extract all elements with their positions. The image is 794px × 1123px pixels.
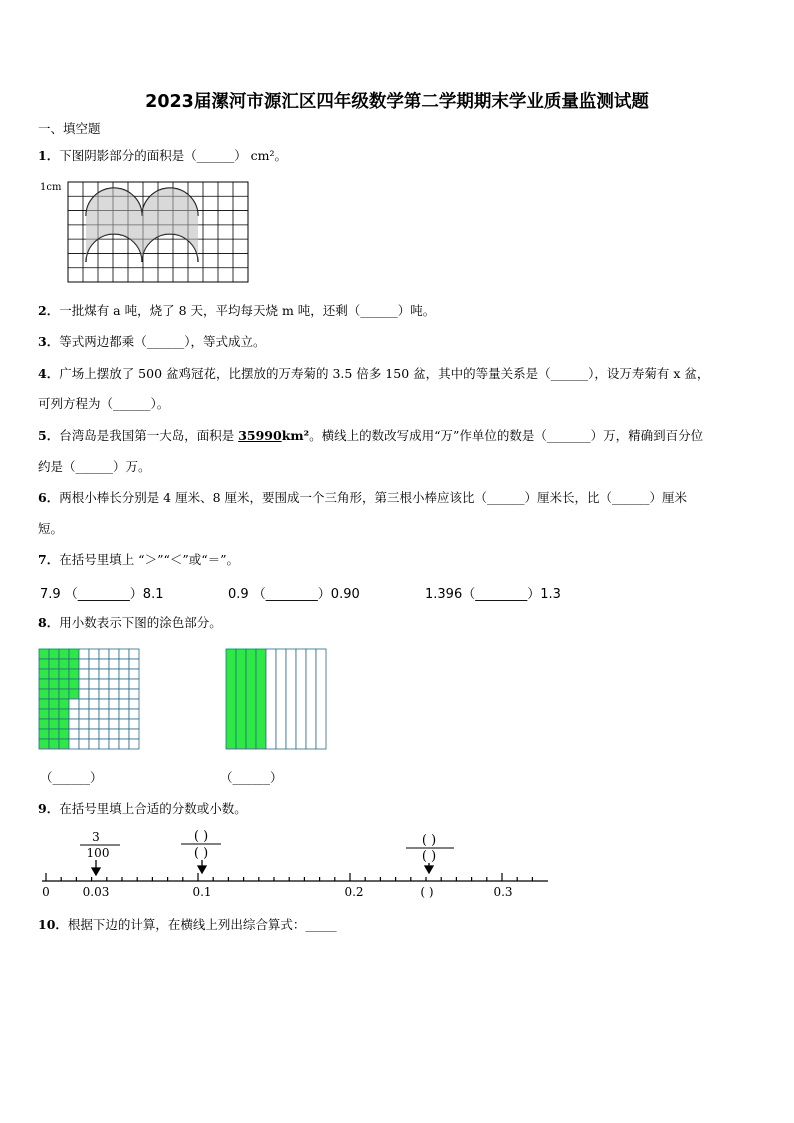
question-text: 在括号里填上 “＞”“＜”或“＝”。: [59, 552, 240, 567]
question-number: 6．: [38, 490, 60, 505]
question-1: [38, 148, 287, 164]
grid-cell: [119, 679, 129, 689]
grid-cell: [69, 669, 79, 679]
grid-cell: [109, 739, 119, 749]
grid-cell: [59, 739, 69, 749]
q1-grid-figure: [36, 176, 256, 288]
section-heading: 一、填空题: [38, 121, 101, 136]
question-number: 3．: [38, 334, 60, 349]
compare-item: 1.396（________）1.3: [425, 587, 561, 602]
grid-cell: [69, 719, 79, 729]
grid-cell: [59, 709, 69, 719]
grid-cell: [109, 689, 119, 699]
grid-cell: [39, 669, 49, 679]
blank-denominator: ( ): [193, 846, 209, 861]
question-8: [38, 615, 222, 631]
grid-cell: [59, 669, 69, 679]
blank-numerator: ( ): [421, 833, 437, 848]
grid-cell: [99, 659, 109, 669]
grid-cell: [99, 669, 109, 679]
question-text: 根据下边的计算，在横线上列出综合算式：_____: [67, 917, 337, 932]
strip: [276, 649, 286, 749]
grid-cell: [119, 649, 129, 659]
grid-cell: [129, 669, 139, 679]
arrows: [92, 860, 433, 875]
grid-cell: [39, 689, 49, 699]
grid-cell: [119, 689, 129, 699]
question-number: 7．: [38, 552, 60, 567]
tick-label: 0: [42, 885, 50, 899]
grid-cell: [59, 719, 69, 729]
grid-cell: [39, 699, 49, 709]
grid-unit-label: 1cm: [40, 182, 62, 193]
grid-cell: [129, 689, 139, 699]
ten-strips-figure: [225, 648, 330, 750]
grid-cell: [109, 729, 119, 739]
grid-cell: [49, 659, 59, 669]
grid-cell: [119, 709, 129, 719]
grid-cell: [89, 719, 99, 729]
question-number: 4．: [38, 366, 60, 381]
grid-cell: [79, 699, 89, 709]
question-text: 广场上摆放了 500 盆鸡冠花，比摆放的万寿菊的 3.5 倍多 150 盆，其中的等量关系是（______），设万寿菊有 x 盆，: [59, 366, 710, 381]
grid-cell: [79, 649, 89, 659]
grid-cell: [39, 649, 49, 659]
compare-item: 0.9 （________）0.90: [228, 587, 360, 602]
grid-cell: [49, 709, 59, 719]
grid-cell: [79, 739, 89, 749]
grid-cell: [99, 679, 109, 689]
question-number: 10．: [38, 917, 68, 932]
grid-cell: [69, 729, 79, 739]
strip: [286, 649, 296, 749]
grid-cell: [49, 699, 59, 709]
question-number: 8．: [38, 615, 60, 630]
grid-cell: [49, 729, 59, 739]
grid-cell: [129, 729, 139, 739]
grid-cell: [49, 739, 59, 749]
question-text: 等式两边都乘（______），等式成立。: [59, 334, 266, 349]
grid-cell: [109, 719, 119, 729]
question-9: [38, 801, 247, 817]
grid-cell: [39, 679, 49, 689]
grid-cell: [109, 709, 119, 719]
tick-label: 0.03: [82, 885, 110, 899]
grid-cell: [109, 659, 119, 669]
grid-cell: [39, 709, 49, 719]
question-number: 1．: [38, 148, 60, 163]
strip: [236, 649, 246, 749]
strip: [316, 649, 326, 749]
question-5: [38, 428, 703, 444]
question-number: 2．: [38, 303, 60, 318]
blank-numerator: ( ): [193, 829, 209, 844]
grid-cell: [99, 719, 109, 729]
question-text: 一批煤有 a 吨，烧了 8 天，平均每天烧 m 吨，还剩（______）吨。: [59, 303, 436, 318]
grid-cell: [99, 699, 109, 709]
answer-blank-2: （______）: [220, 770, 283, 785]
grid-cell: [119, 729, 129, 739]
question-number: 9．: [38, 801, 60, 816]
grid-cell: [79, 719, 89, 729]
grid-cell: [59, 689, 69, 699]
question-text: 台湾岛是我国第一大岛，面积是: [59, 428, 239, 443]
question-3: [38, 334, 265, 350]
grid-cell: [59, 699, 69, 709]
grid-cell: [49, 649, 59, 659]
grid-cell: [89, 679, 99, 689]
question-2: [38, 303, 435, 319]
grid-cell: [89, 649, 99, 659]
question-text: 下图阴影部分的面积是（______） cm²。: [59, 148, 288, 163]
grid-cell: [99, 649, 109, 659]
grid-cell: [89, 709, 99, 719]
question-text-cont: 。横线上的数改写成用“万”作单位的数是（_______）万，精确到百分位: [309, 428, 704, 443]
grid-cell: [89, 699, 99, 709]
tick-label: 0.1: [192, 885, 212, 899]
grid-cell: [49, 689, 59, 699]
grid-cell: [129, 739, 139, 749]
grid-cell: [69, 699, 79, 709]
grid-cell: [89, 669, 99, 679]
grid-cell: [119, 669, 129, 679]
tick-labels: [42, 885, 512, 899]
question-5-line2: 约是（______）万。: [38, 459, 151, 474]
grid-cell: [69, 739, 79, 749]
tick-label: 0.3: [493, 885, 513, 899]
fraction-numerator: 3: [92, 830, 100, 844]
grid-cell: [79, 709, 89, 719]
grid-cell: [59, 729, 69, 739]
question-7: [38, 552, 239, 568]
unit-text: km²: [281, 428, 310, 443]
grid-cell: [79, 679, 89, 689]
blank-label: ( ): [420, 885, 434, 899]
strip: [266, 649, 276, 749]
number-line-figure: [38, 826, 553, 904]
grid-cell: [39, 719, 49, 729]
grid-cell: [49, 719, 59, 729]
question-text: 两根小棒长分别是 4 厘米、8 厘米，要围成一个三角形，第三根小棒应该比（______）厘米长，比（______）厘米: [59, 490, 688, 505]
grid-cell: [119, 719, 129, 729]
grid-cell: [39, 659, 49, 669]
grid-cell: [129, 719, 139, 729]
grid-cell: [119, 739, 129, 749]
grid-cell: [109, 679, 119, 689]
grid-cell: [39, 729, 49, 739]
grid-cell: [109, 669, 119, 679]
compare-item: 7.9 （________）8.1: [40, 587, 164, 602]
grid-cell: [109, 649, 119, 659]
grid-cell: [109, 699, 119, 709]
strip: [296, 649, 306, 749]
hundred-grid-figure: [38, 648, 140, 750]
underlined-number: 35990: [238, 428, 282, 443]
grid-cell: [99, 729, 109, 739]
question-6: [38, 490, 687, 506]
grid-cell: [79, 669, 89, 679]
grid-cell: [129, 699, 139, 709]
grid-cell: [59, 649, 69, 659]
grid-cell: [69, 659, 79, 669]
strip: [246, 649, 256, 749]
strip: [306, 649, 316, 749]
grid-cell: [59, 679, 69, 689]
grid-cell: [79, 729, 89, 739]
grid-cell: [129, 659, 139, 669]
grid-cell: [129, 709, 139, 719]
question-6-line2: 短。: [38, 521, 64, 536]
grid-cell: [69, 709, 79, 719]
grid-cell: [49, 679, 59, 689]
grid-cell: [99, 739, 109, 749]
grid-cell: [89, 729, 99, 739]
grid-cell: [39, 739, 49, 749]
blank-denominator: ( ): [421, 849, 437, 864]
fraction-denominator: 100: [86, 846, 110, 860]
grid-cell: [129, 679, 139, 689]
strip: [226, 649, 236, 749]
grid-cell: [119, 659, 129, 669]
question-4-line2: 可列方程为（______）。: [38, 396, 170, 411]
grid-cell: [99, 689, 109, 699]
question-10: [38, 917, 337, 933]
grid-cell: [69, 649, 79, 659]
question-4: [38, 366, 709, 382]
shaded-region: [86, 188, 198, 262]
question-number: 5．: [38, 428, 60, 443]
grid-cell: [79, 689, 89, 699]
strip: [256, 649, 266, 749]
grid-cell: [89, 659, 99, 669]
grid-cell: [99, 709, 109, 719]
question-text: 用小数表示下图的涂色部分。: [59, 615, 222, 630]
grid-cell: [129, 649, 139, 659]
grid-cell: [89, 739, 99, 749]
grid-cell: [89, 689, 99, 699]
tick-label: 0.2: [344, 885, 364, 899]
answer-blank-1: （______）: [40, 770, 103, 785]
grid-cell: [69, 689, 79, 699]
grid-cell: [49, 669, 59, 679]
page-title: 2023届漯河市源汇区四年级数学第二学期期末学业质量监测试题: [145, 92, 649, 112]
grid-cell: [79, 659, 89, 669]
grid-cell: [119, 699, 129, 709]
question-text: 在括号里填上合适的分数或小数。: [59, 801, 247, 816]
grid-cell: [69, 679, 79, 689]
grid-cell: [59, 659, 69, 669]
